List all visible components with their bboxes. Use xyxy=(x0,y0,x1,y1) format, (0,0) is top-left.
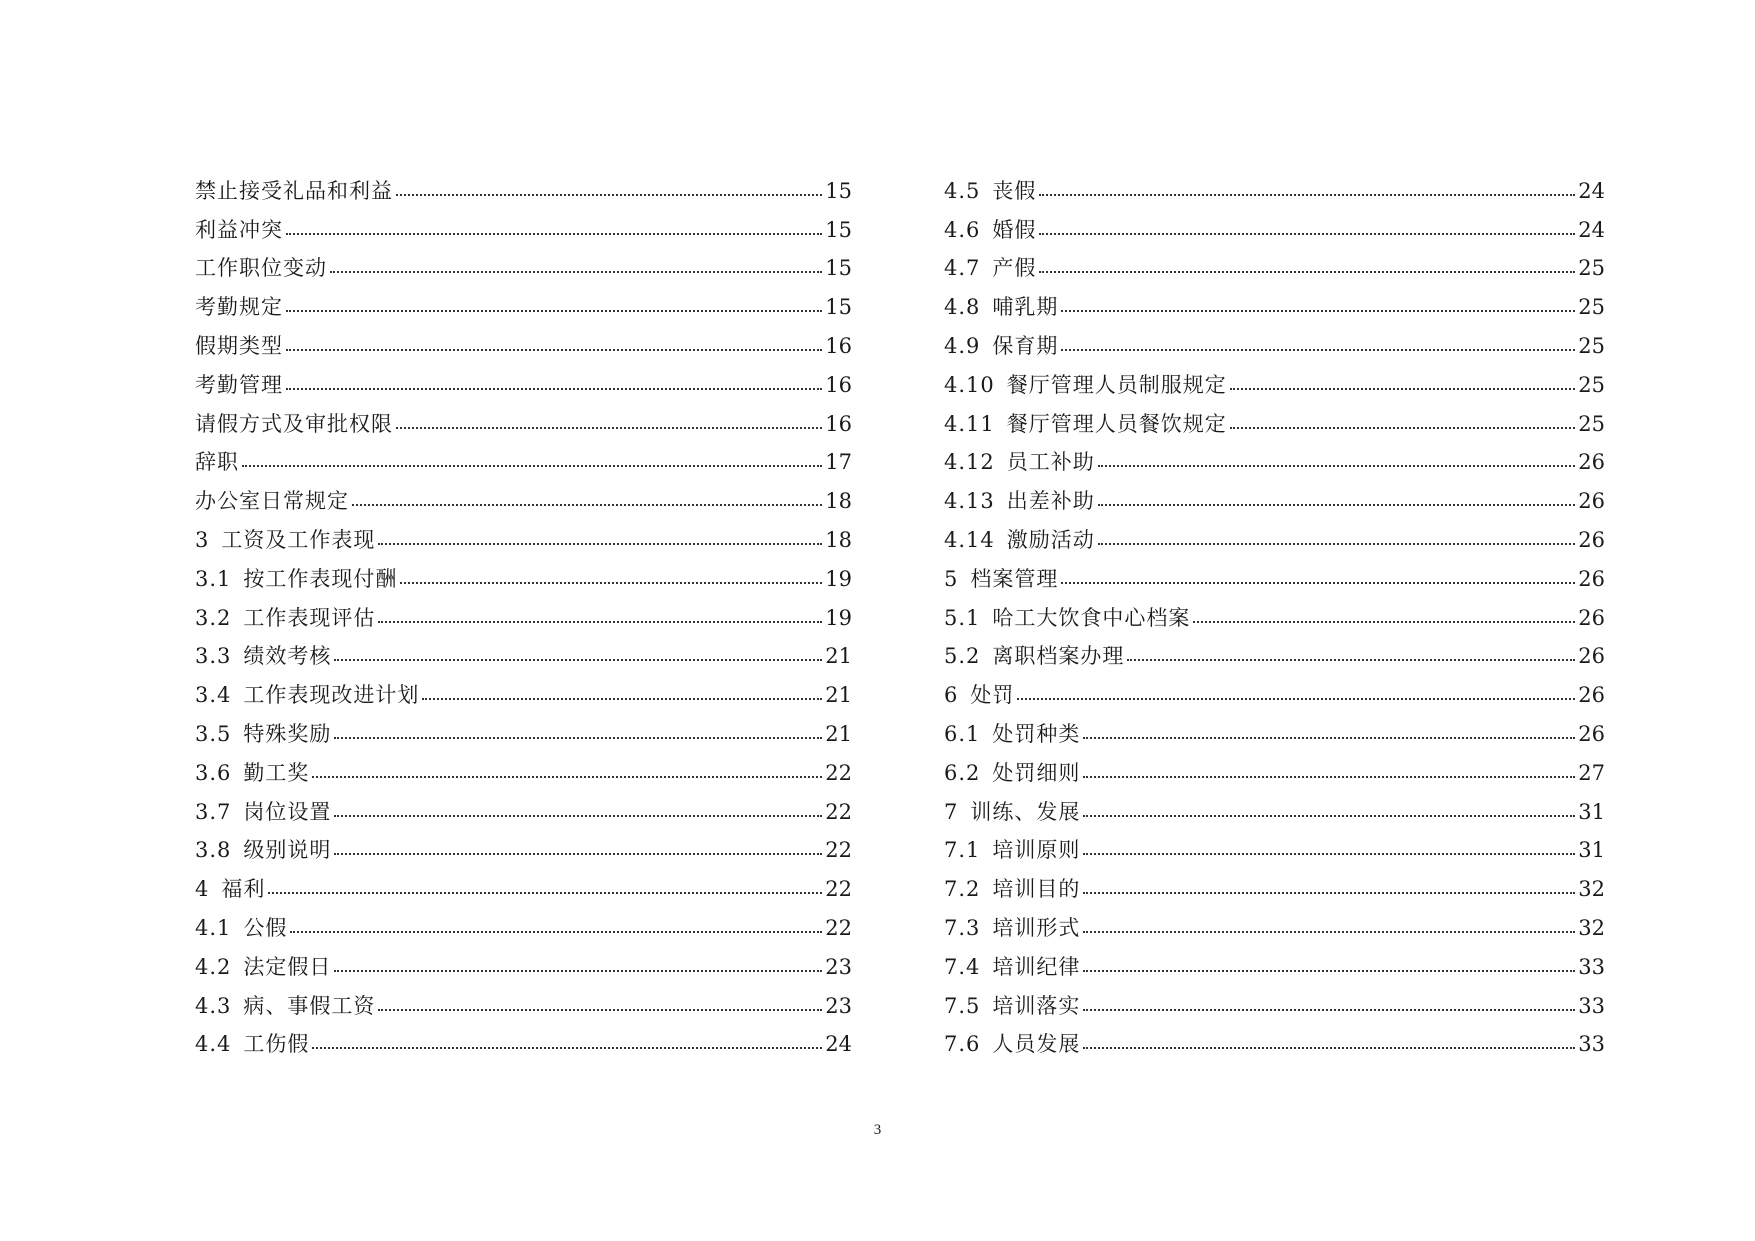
toc-entry-number: 4.6 xyxy=(944,217,981,242)
toc-entry-number: 5.2 xyxy=(944,644,981,669)
toc-dot-leader xyxy=(1017,698,1575,700)
toc-entry-title: 哈工大饮食中心档案 xyxy=(992,605,1191,630)
toc-entry-page: 15 xyxy=(825,295,852,320)
toc-entry-title: 培训纪律 xyxy=(992,954,1081,979)
toc-entry[interactable] xyxy=(195,862,852,901)
toc-entry[interactable] xyxy=(944,358,1605,397)
toc-entry[interactable] xyxy=(195,630,852,669)
toc-entry-title: 工作职位变动 xyxy=(195,256,327,281)
toc-entry-page: 25 xyxy=(1578,256,1605,281)
toc-entry-page: 32 xyxy=(1578,915,1605,940)
toc-dot-leader xyxy=(312,776,822,778)
toc-entry-page: 23 xyxy=(825,954,852,979)
toc-dot-leader xyxy=(1083,1009,1575,1011)
toc-dot-leader xyxy=(1083,853,1575,855)
toc-entry[interactable] xyxy=(944,203,1605,242)
toc-entry-number: 4.12 xyxy=(944,450,995,475)
toc-entry-number: 4.5 xyxy=(944,178,981,203)
toc-entry[interactable] xyxy=(944,474,1605,513)
toc-entry-title: 婚假 xyxy=(992,217,1037,242)
toc-dot-leader xyxy=(1039,194,1575,196)
toc-entry-number: 5 xyxy=(944,566,959,591)
toc-entry-page: 25 xyxy=(1578,333,1605,358)
toc-entry[interactable] xyxy=(944,824,1605,863)
toc-dot-leader xyxy=(334,659,822,661)
toc-entry-title: 餐厅管理人员制服规定 xyxy=(1006,372,1227,397)
toc-entry-title: 激励活动 xyxy=(1006,527,1095,552)
toc-entry-title: 培训形式 xyxy=(992,915,1081,940)
toc-entry-number: 3 xyxy=(195,527,210,552)
toc-entry-title: 考勤管理 xyxy=(195,372,283,397)
toc-dot-leader xyxy=(1061,310,1575,312)
toc-entry-title: 病、事假工资 xyxy=(243,993,376,1018)
toc-entry-page: 22 xyxy=(825,877,852,902)
toc-dot-leader xyxy=(312,1047,822,1049)
toc-entry-title: 离职档案办理 xyxy=(992,644,1125,669)
toc-dot-leader xyxy=(1083,970,1575,972)
toc-entry[interactable] xyxy=(195,591,852,630)
toc-entry[interactable] xyxy=(944,591,1605,630)
toc-entry-number: 7.1 xyxy=(944,838,981,863)
toc-entry[interactable] xyxy=(195,668,852,707)
toc-entry[interactable] xyxy=(944,707,1605,746)
toc-entry-number: 4.10 xyxy=(944,372,995,397)
toc-entry-number: 3.4 xyxy=(195,683,232,708)
toc-entry[interactable] xyxy=(944,901,1605,940)
toc-entry[interactable] xyxy=(195,552,852,591)
toc-entry-page: 18 xyxy=(825,489,852,514)
toc-entry-page: 22 xyxy=(825,838,852,863)
toc-entry[interactable] xyxy=(195,436,852,475)
toc-entry-number: 4 xyxy=(195,877,210,902)
toc-entry-title: 培训目的 xyxy=(992,877,1081,902)
toc-entry[interactable] xyxy=(944,164,1605,203)
toc-dot-leader xyxy=(1061,582,1575,584)
toc-entry-page: 21 xyxy=(825,644,852,669)
toc-entry-page: 21 xyxy=(825,721,852,746)
toc-entry[interactable] xyxy=(944,862,1605,901)
toc-entry-number: 7.3 xyxy=(944,915,981,940)
toc-entry[interactable] xyxy=(944,668,1605,707)
toc-entry-number: 4.8 xyxy=(944,295,981,320)
toc-entry-title: 工资及工作表现 xyxy=(221,527,376,552)
toc-entry-page: 26 xyxy=(1578,450,1605,475)
toc-dot-leader xyxy=(334,737,822,739)
toc-entry-page: 33 xyxy=(1578,1032,1605,1057)
toc-dot-leader xyxy=(400,582,822,584)
toc-entry-title: 办公室日常规定 xyxy=(195,489,349,514)
toc-entry-page: 26 xyxy=(1578,721,1605,746)
toc-entry-page: 15 xyxy=(825,256,852,281)
toc-dot-leader xyxy=(1230,427,1576,429)
toc-entry[interactable] xyxy=(195,1018,852,1057)
toc-entry-number: 3.3 xyxy=(195,644,232,669)
toc-entry[interactable] xyxy=(944,630,1605,669)
toc-entry-page: 32 xyxy=(1578,877,1605,902)
toc-entry[interactable] xyxy=(944,552,1605,591)
toc-entry-page: 33 xyxy=(1578,993,1605,1018)
toc-entry[interactable] xyxy=(944,940,1605,979)
toc-entry-page: 26 xyxy=(1578,605,1605,630)
toc-entry[interactable] xyxy=(944,979,1605,1018)
toc-entry[interactable] xyxy=(944,513,1605,552)
toc-dot-leader xyxy=(334,970,822,972)
toc-entry-number: 7.2 xyxy=(944,877,981,902)
toc-dot-leader xyxy=(1039,233,1575,235)
toc-entry-number: 7 xyxy=(944,799,959,824)
toc-entry-page: 16 xyxy=(825,333,852,358)
toc-entry-title: 假期类型 xyxy=(195,333,283,358)
toc-entry-page: 22 xyxy=(825,915,852,940)
toc-entry-page: 26 xyxy=(1578,527,1605,552)
toc-dot-leader xyxy=(1083,815,1575,817)
toc-entry-page: 24 xyxy=(825,1032,852,1057)
toc-entry-number: 5.1 xyxy=(944,605,981,630)
toc-entry-title: 禁止接受礼品和利益 xyxy=(195,178,393,203)
toc-entry-title: 法定假日 xyxy=(243,954,332,979)
toc-entry-number: 7.6 xyxy=(944,1032,981,1057)
toc-dot-leader xyxy=(1098,543,1576,545)
toc-dot-leader xyxy=(378,621,822,623)
toc-entry[interactable] xyxy=(944,785,1605,824)
toc-entry-title: 出差补助 xyxy=(1006,489,1095,514)
toc-entry[interactable] xyxy=(195,513,852,552)
toc-right-column xyxy=(944,164,1605,1056)
toc-dot-leader xyxy=(378,1009,822,1011)
toc-dot-leader xyxy=(396,194,822,196)
toc-dot-leader xyxy=(1127,659,1575,661)
toc-entry-page: 22 xyxy=(825,799,852,824)
toc-dot-leader xyxy=(286,388,822,390)
toc-dot-leader xyxy=(334,853,822,855)
toc-entry-number: 4.7 xyxy=(944,256,981,281)
toc-entry[interactable] xyxy=(944,397,1605,436)
toc-entry-title: 按工作表现付酬 xyxy=(243,566,398,591)
toc-entry-page: 23 xyxy=(825,993,852,1018)
toc-entry-page: 31 xyxy=(1578,838,1605,863)
toc-entry[interactable] xyxy=(944,242,1605,281)
toc-dot-leader xyxy=(286,310,822,312)
toc-entry-page: 25 xyxy=(1578,295,1605,320)
toc-dot-leader xyxy=(1098,504,1576,506)
toc-entry-page: 16 xyxy=(825,411,852,436)
toc-entry[interactable] xyxy=(195,474,852,513)
toc-entry[interactable] xyxy=(195,242,852,281)
toc-entry[interactable] xyxy=(195,901,852,940)
toc-entry-number: 3.5 xyxy=(195,721,232,746)
toc-dot-leader xyxy=(1193,621,1575,623)
toc-entry[interactable] xyxy=(195,203,852,242)
toc-entry-number: 6.2 xyxy=(944,760,981,785)
toc-entry-title: 工作表现评估 xyxy=(243,605,376,630)
toc-dot-leader xyxy=(1083,931,1575,933)
toc-dot-leader xyxy=(1083,892,1575,894)
toc-entry-title: 特殊奖励 xyxy=(243,721,332,746)
toc-entry-number: 4.1 xyxy=(195,915,232,940)
toc-entry-page: 17 xyxy=(825,450,852,475)
toc-entry-page: 15 xyxy=(825,217,852,242)
toc-entry[interactable] xyxy=(195,397,852,436)
toc-entry-number: 3.7 xyxy=(195,799,232,824)
toc-entry-page: 26 xyxy=(1578,644,1605,669)
toc-entry[interactable] xyxy=(195,746,852,785)
toc-entry-title: 培训落实 xyxy=(992,993,1081,1018)
toc-entry-number: 7.4 xyxy=(944,954,981,979)
toc-dot-leader xyxy=(422,698,822,700)
toc-entry-page: 26 xyxy=(1578,683,1605,708)
toc-dot-leader xyxy=(1083,776,1575,778)
toc-entry-page: 21 xyxy=(825,683,852,708)
toc-entry-number: 3.8 xyxy=(195,838,232,863)
toc-entry-title: 请假方式及审批权限 xyxy=(195,411,393,436)
toc-entry-page: 26 xyxy=(1578,566,1605,591)
toc-entry-page: 19 xyxy=(825,605,852,630)
toc-entry-number: 4.3 xyxy=(195,993,232,1018)
toc-entry-title: 处罚种类 xyxy=(992,721,1081,746)
toc-entry-page: 27 xyxy=(1578,760,1605,785)
toc-entry-title: 勤工奖 xyxy=(243,760,310,785)
toc-entry-number: 4.11 xyxy=(944,411,995,436)
toc-entry-title: 岗位设置 xyxy=(243,799,332,824)
toc-entry-title: 产假 xyxy=(992,256,1037,281)
toc-entry-page: 16 xyxy=(825,372,852,397)
toc-entry-page: 24 xyxy=(1578,178,1605,203)
toc-dot-leader xyxy=(1083,1047,1575,1049)
toc-entry[interactable] xyxy=(195,164,852,203)
toc-entry-page: 31 xyxy=(1578,799,1605,824)
toc-entry-title: 公假 xyxy=(243,915,288,940)
toc-entry[interactable] xyxy=(195,785,852,824)
toc-entry-page: 22 xyxy=(825,760,852,785)
toc-entry[interactable] xyxy=(944,436,1605,475)
toc-dot-leader xyxy=(330,271,822,273)
toc-entry-number: 4.4 xyxy=(195,1032,232,1057)
toc-entry-number: 3.6 xyxy=(195,760,232,785)
toc-entry-number: 4.13 xyxy=(944,489,995,514)
toc-entry-number: 4.9 xyxy=(944,333,981,358)
toc-entry[interactable] xyxy=(944,1018,1605,1057)
toc-entry-title: 餐厅管理人员餐饮规定 xyxy=(1006,411,1227,436)
toc-entry[interactable] xyxy=(195,358,852,397)
toc-dot-leader xyxy=(1061,349,1575,351)
toc-entry-title: 辞职 xyxy=(195,450,239,475)
toc-dot-leader xyxy=(286,233,822,235)
toc-entry-title: 保育期 xyxy=(992,333,1059,358)
toc-left-column xyxy=(195,164,852,1056)
toc-entry-page: 18 xyxy=(825,527,852,552)
toc-dot-leader xyxy=(268,892,822,894)
toc-entry-title: 处罚细则 xyxy=(992,760,1081,785)
toc-entry[interactable] xyxy=(195,824,852,863)
toc-entry-title: 培训原则 xyxy=(992,838,1081,863)
toc-entry[interactable] xyxy=(195,280,852,319)
toc-entry-title: 训练、发展 xyxy=(970,799,1081,824)
toc-entry[interactable] xyxy=(195,319,852,358)
toc-entry-title: 人员发展 xyxy=(992,1032,1081,1057)
toc-entry-title: 利益冲突 xyxy=(195,217,283,242)
toc-entry[interactable] xyxy=(944,746,1605,785)
toc-dot-leader xyxy=(242,465,822,467)
toc-entry-number: 7.5 xyxy=(944,993,981,1018)
toc-entry-page: 24 xyxy=(1578,217,1605,242)
toc-entry-page: 33 xyxy=(1578,954,1605,979)
toc-dot-leader xyxy=(290,931,822,933)
toc-entry-title: 工作表现改进计划 xyxy=(243,683,420,708)
toc-entry[interactable] xyxy=(195,940,852,979)
toc-entry[interactable] xyxy=(944,280,1605,319)
toc-dot-leader xyxy=(1083,737,1575,739)
toc-entry[interactable] xyxy=(944,319,1605,358)
toc-dot-leader xyxy=(352,504,822,506)
toc-entry-title: 绩效考核 xyxy=(243,644,332,669)
toc-entry-title: 级别说明 xyxy=(243,838,332,863)
toc-entry-title: 档案管理 xyxy=(970,566,1059,591)
toc-dot-leader xyxy=(1230,388,1576,390)
toc-entry-number: 4.14 xyxy=(944,527,995,552)
toc-entry-number: 3.2 xyxy=(195,605,232,630)
toc-entry-number: 6 xyxy=(944,683,959,708)
toc-entry-title: 工伤假 xyxy=(243,1032,310,1057)
toc-dot-leader xyxy=(334,815,822,817)
toc-entry-title: 福利 xyxy=(221,877,266,902)
toc-dot-leader xyxy=(378,543,822,545)
toc-dot-leader xyxy=(1098,465,1576,467)
toc-dot-leader xyxy=(396,427,822,429)
toc-entry-title: 哺乳期 xyxy=(992,295,1059,320)
toc-entry[interactable] xyxy=(195,979,852,1018)
toc-entry-title: 丧假 xyxy=(992,178,1037,203)
toc-dot-leader xyxy=(1039,271,1575,273)
toc-entry-page: 25 xyxy=(1578,372,1605,397)
toc-entry[interactable] xyxy=(195,707,852,746)
toc-dot-leader xyxy=(286,349,822,351)
page-number: 3 xyxy=(873,1122,882,1138)
toc-entry-page: 26 xyxy=(1578,489,1605,514)
toc-entry-title: 处罚 xyxy=(970,683,1015,708)
toc-entry-title: 员工补助 xyxy=(1006,450,1095,475)
toc-entry-page: 19 xyxy=(825,566,852,591)
toc-entry-number: 6.1 xyxy=(944,721,981,746)
toc-entry-page: 15 xyxy=(825,178,852,203)
toc-entry-number: 4.2 xyxy=(195,954,232,979)
toc-entry-number: 3.1 xyxy=(195,566,232,591)
toc-entry-title: 考勤规定 xyxy=(195,295,283,320)
toc-entry-page: 25 xyxy=(1578,411,1605,436)
